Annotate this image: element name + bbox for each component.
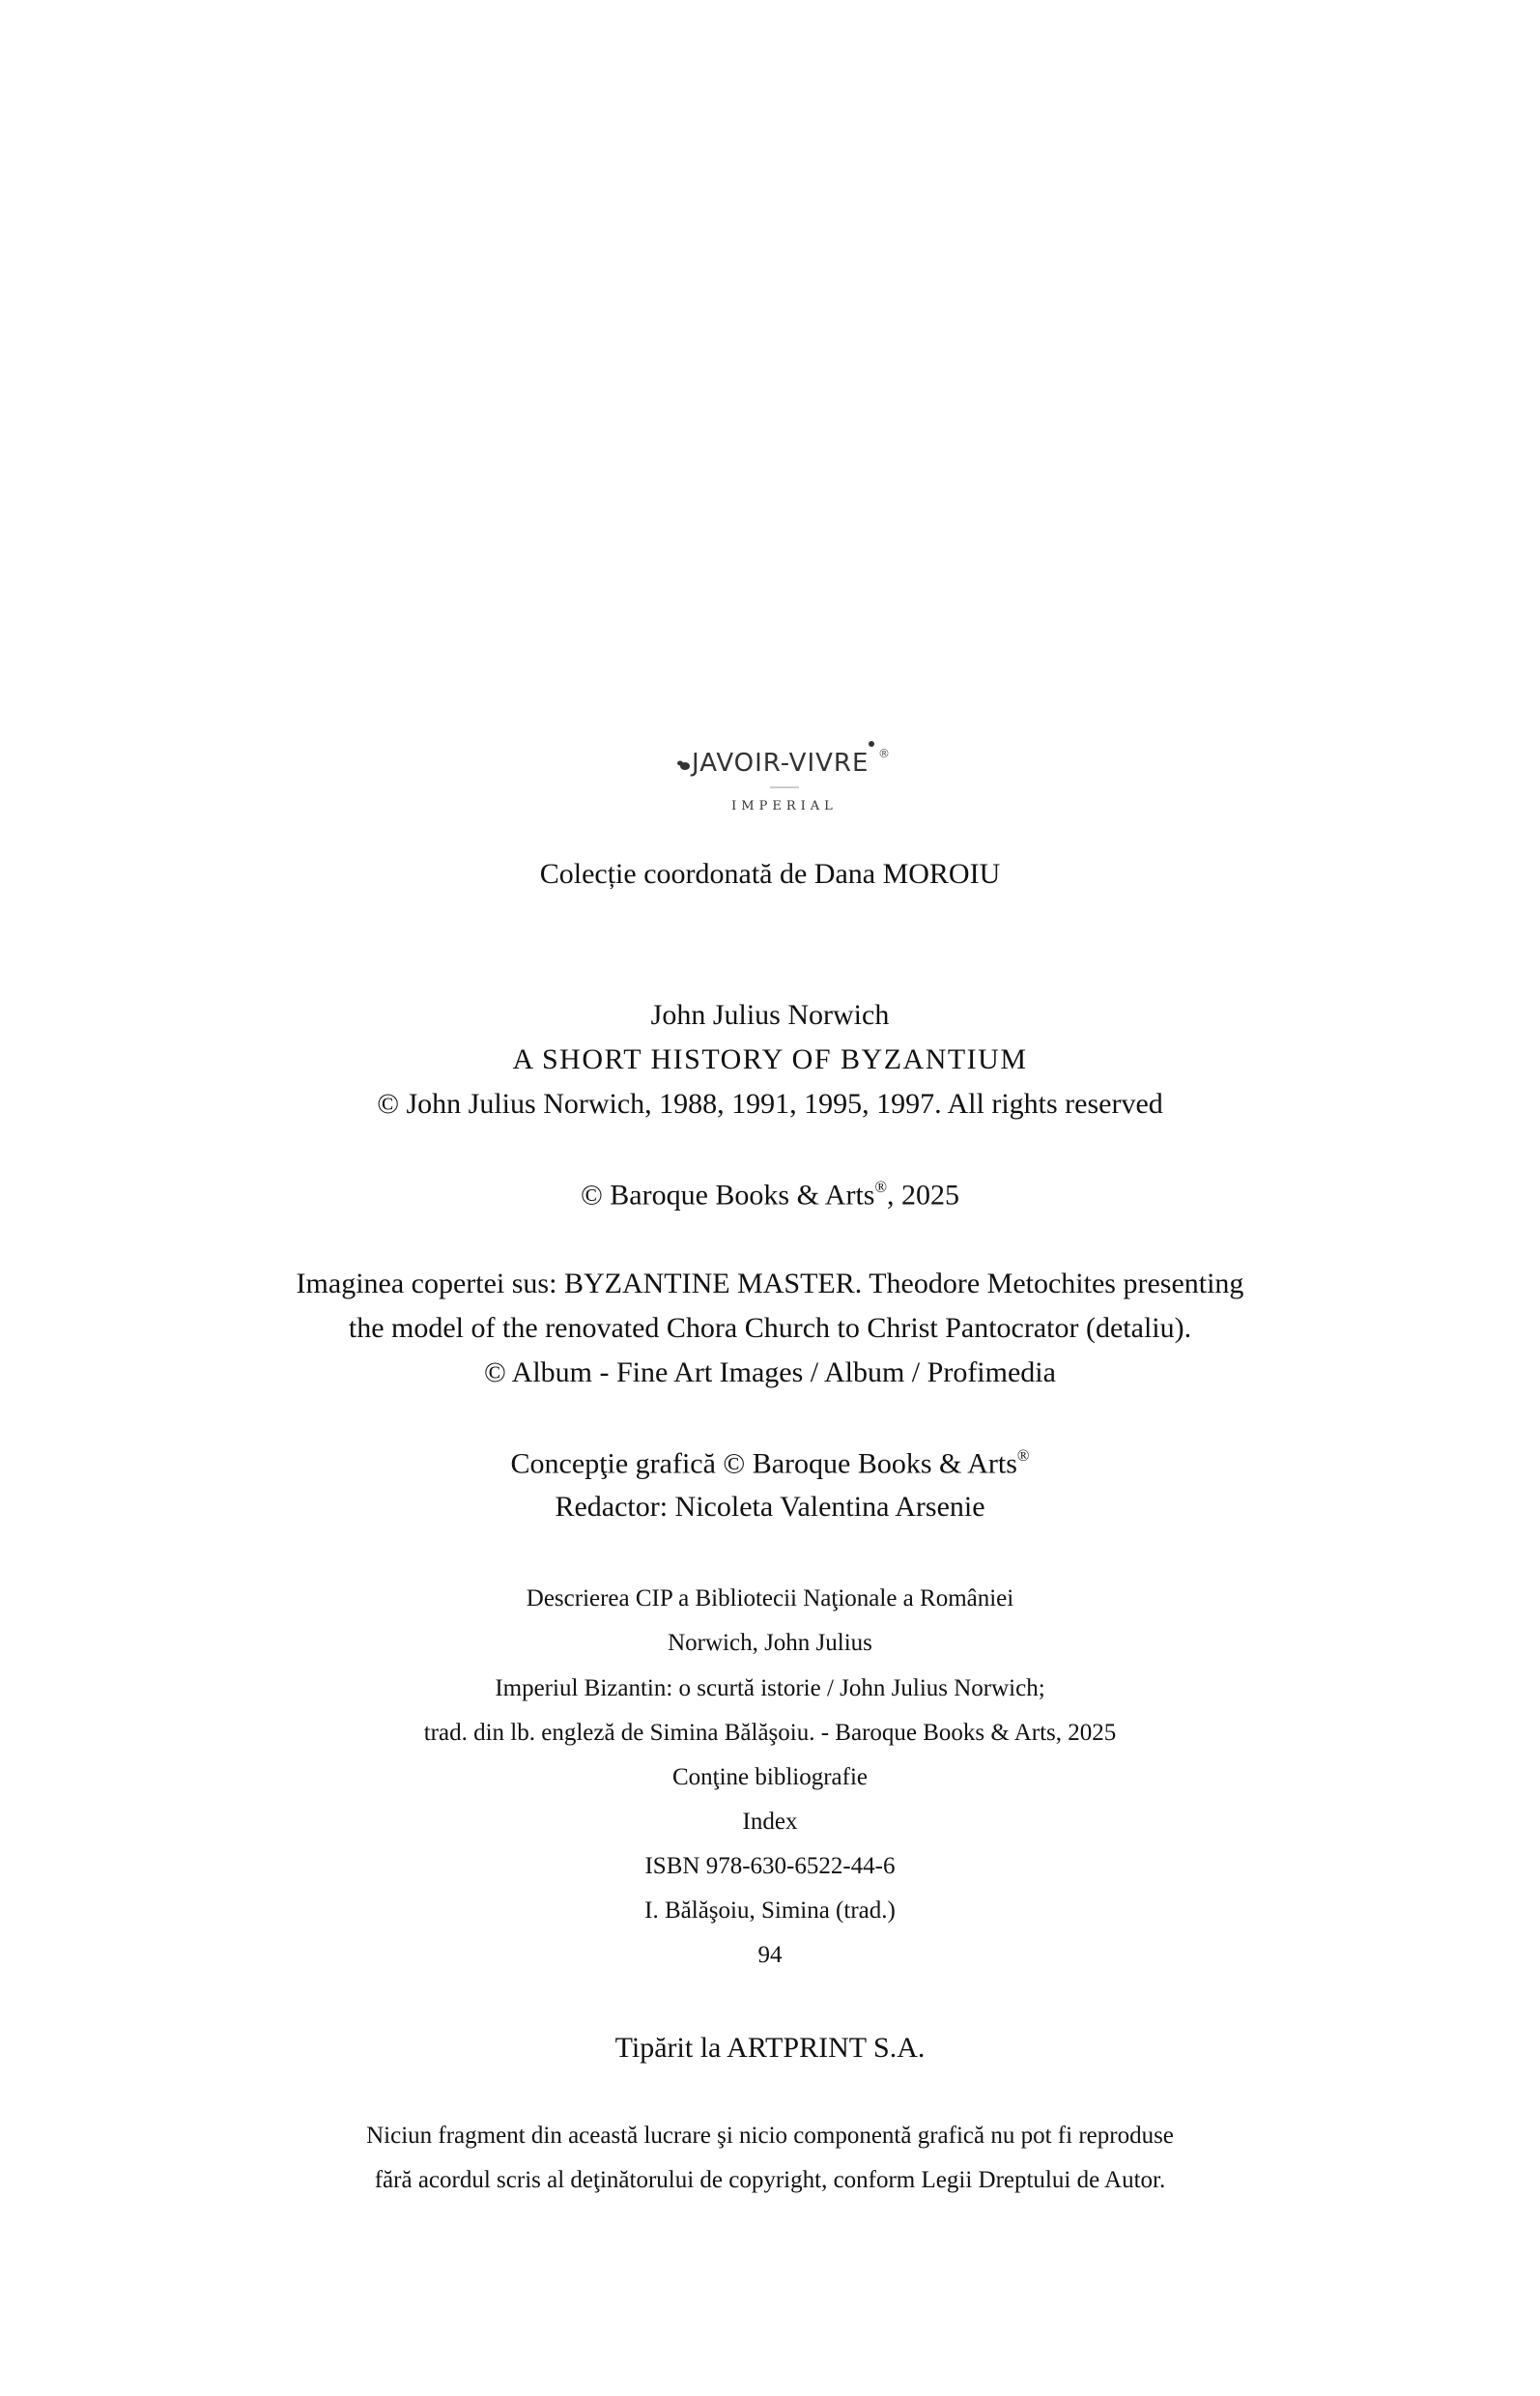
savoir-vivre-logo [673, 734, 896, 826]
publisher-copyright [0, 1178, 1540, 1212]
registered-mark: ® [874, 1178, 887, 1196]
publisher-copyright-prefix: © Baroque Books & Arts [581, 1179, 875, 1212]
editor-credit: Redactor: Nicoleta Valentina Arsenie [555, 1491, 985, 1523]
cip-line: Imperiul Bizantin: o scurtă istorie / John Julius Norwich; [495, 1675, 1045, 1701]
cip-line: 94 [757, 1942, 783, 1968]
logo-brand: JAVOIR-VIVRE [692, 749, 870, 778]
copyright-notice-line: Niciun fragment din această lucrare şi nicio componentă grafică nu pot fi reproduse [366, 2123, 1174, 2149]
collection-line: Colecție coordonată de Dana MOROIU [539, 858, 1001, 890]
cip-line: trad. din lb. engleză de Simina Bălăşoiu. - Baroque Books & Arts, 2025 [423, 1720, 1117, 1746]
printer-line: Tipărit la ARTPRINT S.A. [614, 2032, 926, 2064]
cip-line: Conţine bibliografie [671, 1764, 869, 1790]
cip-line: Descrierea CIP a Bibliotecii Naţionale a României [526, 1585, 1014, 1612]
cip-line: Norwich, John Julius [668, 1630, 872, 1656]
cover-credit-line-1: Imaginea copertei sus: BYZANTINE MASTER. Theodore Metochites presenting [296, 1268, 1244, 1299]
original-title: A SHORT HISTORY OF BYZANTIUM [512, 1043, 1028, 1075]
leaf-icon [677, 761, 690, 771]
author-name: John Julius Norwich [650, 999, 890, 1031]
cover-credit-line-2: the model of the renovated Chora Church to Christ Pantocrator (detaliu). [348, 1312, 1192, 1344]
cip-line: I. Bălăşoiu, Simina (trad.) [644, 1897, 896, 1924]
publisher-copyright-suffix: , 2025 [887, 1179, 959, 1212]
logo-registered-mark: ® [878, 747, 890, 760]
logo-subtitle: IMPERIAL [731, 799, 838, 813]
design-credit [0, 1446, 1540, 1480]
copyright-notice-line: fără acordul scris al deţinătorului de copyright, conform Legii Dreptului de Autor. [374, 2167, 1166, 2193]
cover-credit-line-3: © Album - Fine Art Images / Album / Profimedia [484, 1356, 1056, 1388]
design-credit-text: Concepţie grafică © Baroque Books & Arts [510, 1447, 1017, 1480]
cip-line: Index [742, 1809, 798, 1835]
cip-line: ISBN 978-630-6522-44-6 [644, 1853, 896, 1879]
author-copyright: © John Julius Norwich, 1988, 1991, 1995, 1997. All rights reserved [377, 1088, 1163, 1120]
logo-dot [869, 741, 874, 747]
registered-mark: ® [1016, 1446, 1030, 1465]
